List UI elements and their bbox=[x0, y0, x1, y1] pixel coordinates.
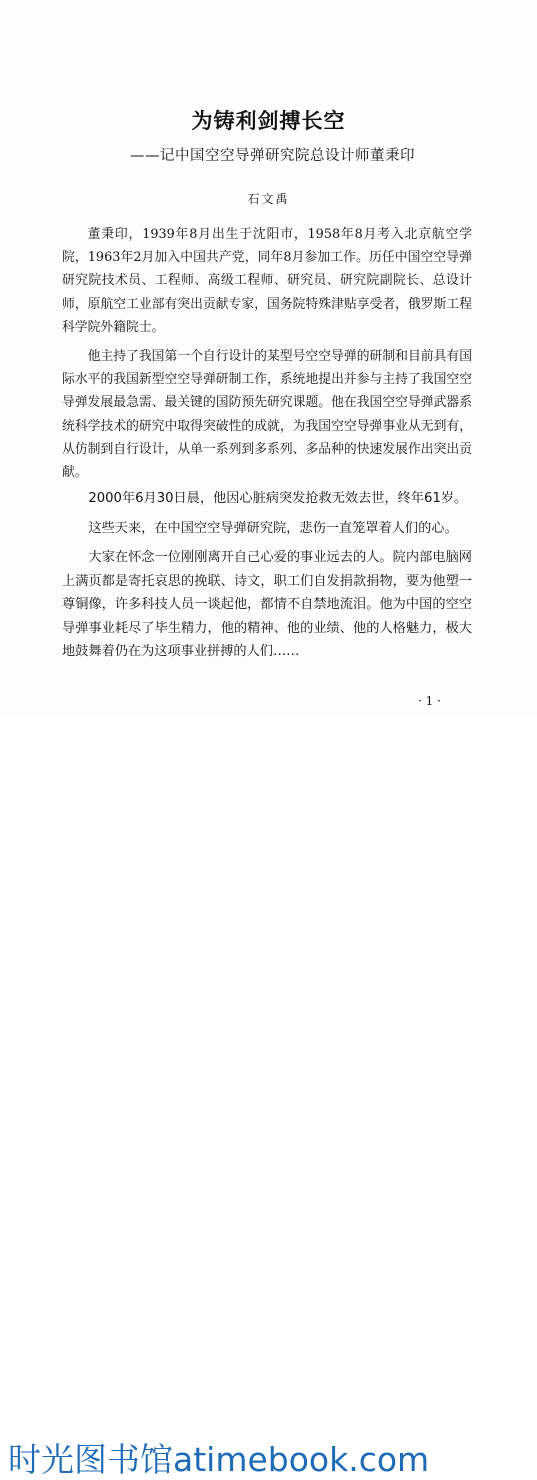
article-title: 为铸利剑搏长空 bbox=[191, 109, 346, 133]
paragraph-grief: 这些天来，在中国空空导弹研究院，悲伤一直笼罩着人们的心。 bbox=[88, 520, 458, 536]
watermark-text: 时光图书馆atimebook.com bbox=[8, 1440, 430, 1479]
paragraph-achievements: 他主持了我国第一个自行设计的某型号空空导弹的研制和目前具有国际水平的我国新型空空导弹研制工作，系统地提出并参与主持了我国空空导弹发展最急需、最关键的国防预先研究课题。他在我国空空导弹武器系统科学技术的研究中取得突破性的成就，为我国空空导弹事业从无到有，从仿制到自行设计，从单一系列到多系列、多品种的快速发展作出突出贡献。 bbox=[62, 349, 472, 481]
article-body bbox=[62, 223, 472, 667]
paragraph-death: 2000年6月30日晨，他因心脏病突发抢救无效去世，终年61岁。 bbox=[88, 491, 468, 507]
article-subtitle: ——记中国空空导弹研究院总设计师董秉印 bbox=[130, 148, 415, 164]
page-number: · 1 · bbox=[418, 694, 441, 708]
paragraph-biography: 董秉印，1939年8月出生于沈阳市，1958年8月考入北京航空学院，1963年2月加入中国共产党，同年8月参加工作。历任中国空空导弹研究院技术员、工程师、高级工程师、研究员、研究院副院长、总设计师，原航空工业部有突出贡献专家，国务院特殊津贴享受者，俄罗斯工程科学院外籍院士。 bbox=[62, 227, 472, 335]
watermark-banner bbox=[0, 718, 537, 1479]
author-name: 石文禹 bbox=[247, 192, 290, 206]
paragraph-remembrance: 大家在怀念一位刚刚离开自己心爱的事业远去的人。院内部电脑网上满页都是寄托哀思的挽联、诗文，职工们自发捐款捐物，要为他塑一尊铜像，许多科技人员一谈起他，都情不自禁地流泪。他为中国的空空导弹事业耗尽了毕生精力，他的精神、他的业绩、他的人格魅力，极大地鼓舞着仍在为这项事业拼搏的人们…… bbox=[62, 550, 472, 660]
